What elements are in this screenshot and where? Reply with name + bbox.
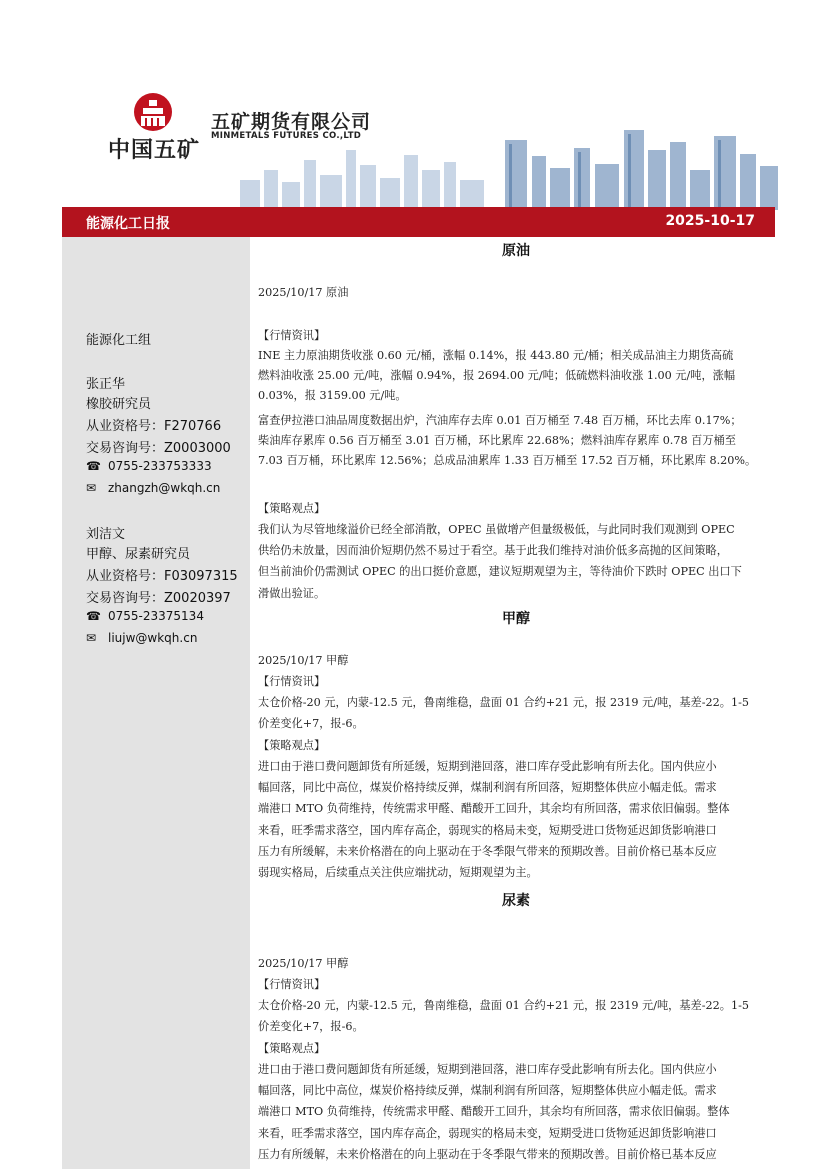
section-date: 2025/10/17 甲醇 xyxy=(258,957,349,970)
text-line: 价差变化+7，报-6。 xyxy=(258,1020,364,1033)
text-line: 压力有所缓解，未来价格潜在的向上驱动在于冬季限气带来的预期改善。目前价格已基本反应 xyxy=(258,1148,717,1161)
analyst-name: 张正华 xyxy=(86,377,126,392)
email-row xyxy=(86,631,197,645)
text-line: 滑做出验证。 xyxy=(258,587,326,600)
envelope-icon: ✉ xyxy=(86,631,97,645)
info-label: 【行情资讯】 xyxy=(258,329,326,342)
info-label: 【行情资讯】 xyxy=(258,978,326,991)
group-name: 能源化工组 xyxy=(86,333,152,348)
text-line: 进口由于港口费问题卸货有所延缓，短期到港回落，港口库存受此影响有所去化。国内供应小 xyxy=(258,1063,717,1076)
section-title-methanol: 甲醇 xyxy=(502,611,530,627)
text-line: 但当前油价仍需测试 OPEC 的出口挺价意愿，建议短期观望为主，等待油价下跌时 OPEC 出口下 xyxy=(258,565,742,578)
text-line: 端港口 MTO 负荷维持，传统需求甲醛、醋酸开工回升，其余均有所回落，需求依旧偏弱。整体 xyxy=(258,1105,730,1118)
text-line: 价差变化+7，报-6。 xyxy=(258,717,364,730)
text-line: 端港口 MTO 负荷维持，传统需求甲醛、醋酸开工回升，其余均有所回落，需求依旧偏弱。整体 xyxy=(258,802,730,815)
qualification-number: 从业资格号：F03097315 xyxy=(86,569,238,584)
analyst-role: 橡胶研究员 xyxy=(86,397,152,412)
text-line: 太仓价格-20 元，内蒙-12.5 元，鲁南维稳，盘面 01 合约+21 元，报 2319 元/吨，基差-22。1-5 xyxy=(258,696,749,709)
company-name-en: MINMETALS FUTURES CO.,LTD xyxy=(211,131,362,141)
phone-icon: ☎ xyxy=(86,609,101,623)
text-line: 弱现实格局，后续重点关注供应端扰动，短期观望为主。 xyxy=(258,866,538,879)
minmetals-emblem-icon xyxy=(133,92,173,132)
text-line: 我们认为尽管地缘溢价已经全部消散，OPEC 虽做增产但量级极低，与此同时我们观测到 OPEC xyxy=(258,523,735,536)
email-row xyxy=(86,481,220,495)
text-line: 来看，旺季需求落空，国内库存高企，弱现实的格局未变，短期受进口货物延迟卸货影响港口 xyxy=(258,824,717,837)
text-line: 进口由于港口费问题卸货有所延缓，短期到港回落，港口库存受此影响有所去化。国内供应小 xyxy=(258,760,717,773)
qualification-number: 从业资格号：F270766 xyxy=(86,419,222,434)
strategy-label: 【策略观点】 xyxy=(258,502,326,515)
text-line: 燃料油收涨 25.00 元/吨，涨幅 0.94%，报 2694.00 元/吨；低硫燃料油收涨 1.00 元/吨，涨幅 xyxy=(258,369,736,382)
report-date: 2025-10-17 xyxy=(665,213,755,229)
text-line: 幅回落，同比中高位，煤炭价格持续反弹，煤制利润有所回落，短期整体供应小幅走低。需求 xyxy=(258,1084,717,1097)
envelope-icon: ✉ xyxy=(86,481,97,495)
phone-number: 0755-233753333 xyxy=(108,459,212,473)
section-title-urea: 尿素 xyxy=(502,893,530,909)
strategy-label: 【策略观点】 xyxy=(258,739,326,752)
company-name-cn: 五矿期货有限公司 xyxy=(211,111,372,133)
phone-icon: ☎ xyxy=(86,459,101,473)
phone-row xyxy=(86,459,212,473)
title-banner xyxy=(62,207,775,237)
section-title-crude: 原油 xyxy=(502,243,530,259)
phone-number: 0755-23375134 xyxy=(108,609,204,623)
text-line: 幅回落，同比中高位，煤炭价格持续反弹，煤制利润有所回落，短期整体供应小幅走低。需求 xyxy=(258,781,717,794)
author-sidebar xyxy=(62,237,250,1169)
section-date: 2025/10/17 甲醇 xyxy=(258,654,349,667)
consult-number: 交易咨询号：Z0003000 xyxy=(86,441,231,456)
text-line: 太仓价格-20 元，内蒙-12.5 元，鲁南维稳，盘面 01 合约+21 元，报 2319 元/吨，基差-22。1-5 xyxy=(258,999,749,1012)
phone-row xyxy=(86,609,204,623)
analyst-name: 刘洁文 xyxy=(86,527,126,542)
text-line: 7.03 百万桶，环比累库 12.56%；总成品油累库 1.33 百万桶至 17.52 百万桶，环比累库 8.20%。 xyxy=(258,454,757,467)
text-line: 富查伊拉港口油品周度数据出炉，汽油库存去库 0.01 百万桶至 7.48 百万桶，环比去库 0.17%； xyxy=(258,414,742,427)
text-line: 供给仍未放量，因而油价短期仍然不易过于看空。基于此我们维持对油价低多高抛的区间策略， xyxy=(258,544,728,557)
email-address[interactable]: liujw@wkqh.cn xyxy=(108,631,198,645)
consult-number: 交易咨询号：Z0020397 xyxy=(86,591,231,606)
section-date: 2025/10/17 原油 xyxy=(258,286,349,299)
analyst-role: 甲醇、尿素研究员 xyxy=(86,547,191,562)
text-line: 0.03%，报 3159.00 元/吨。 xyxy=(258,389,407,402)
logo-text: 中国五矿 xyxy=(108,138,201,163)
text-line: 压力有所缓解，未来价格潜在的向上驱动在于冬季限气带来的预期改善。目前价格已基本反应 xyxy=(258,845,717,858)
report-title: 能源化工日报 xyxy=(86,216,170,232)
text-line: INE 主力原油期货收涨 0.60 元/桶，涨幅 0.14%，报 443.80 元/桶；相关成品油主力期货高硫 xyxy=(258,349,734,362)
email-address[interactable]: zhangzh@wkqh.cn xyxy=(108,481,221,495)
text-line: 柴油库存累库 0.56 百万桶至 3.01 百万桶，环比累库 22.68%；燃料油库存累库 0.78 百万桶至 xyxy=(258,434,736,447)
strategy-label: 【策略观点】 xyxy=(258,1042,326,1055)
info-label: 【行情资讯】 xyxy=(258,675,326,688)
text-line: 来看，旺季需求落空，国内库存高企，弱现实的格局未变，短期受进口货物延迟卸货影响港口 xyxy=(258,1127,717,1140)
report-header xyxy=(0,0,826,210)
